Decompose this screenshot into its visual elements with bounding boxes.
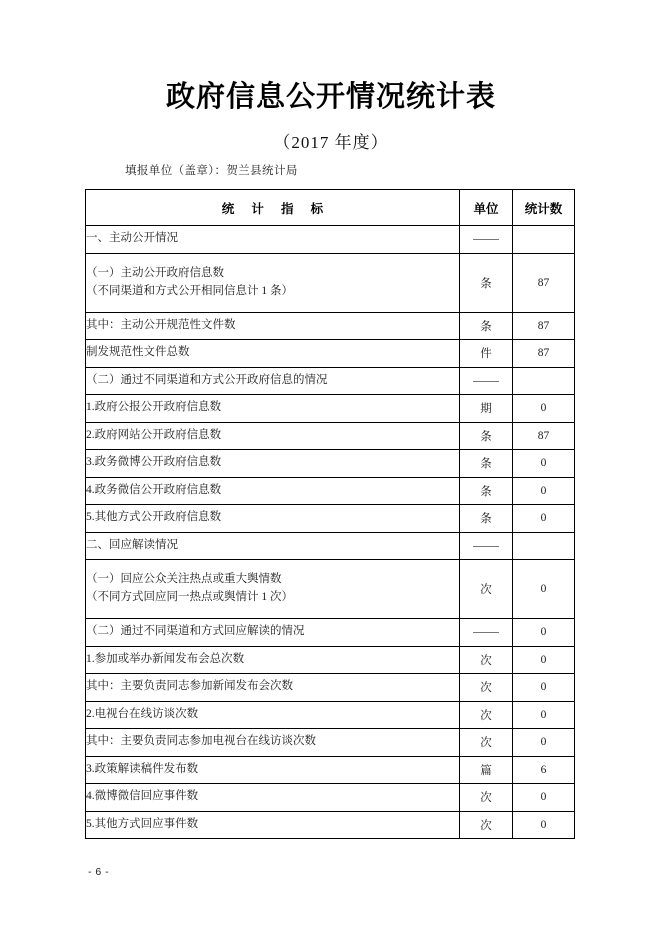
table-row: [86, 646, 575, 674]
row-unit-cell: 篇: [460, 756, 513, 784]
row-value-cell: 0: [513, 505, 575, 533]
row-value-cell: 0: [513, 729, 575, 757]
table-row: [86, 560, 575, 619]
table-row: [86, 532, 575, 560]
row-indicator-line: 1.政府公报公开政府信息数: [86, 401, 222, 414]
row-indicator-label: [86, 784, 460, 812]
row-indicator-line: 3.政策解读稿件发布数: [86, 762, 199, 775]
table-row: [86, 756, 575, 784]
row-value-cell: 0: [513, 450, 575, 478]
table-row: [86, 340, 575, 368]
row-unit-cell: 条: [460, 505, 513, 533]
row-indicator-label: [86, 674, 460, 702]
table-row: [86, 674, 575, 702]
row-unit-cell: 条: [460, 312, 513, 340]
reporting-unit-line: 填报单位（盖章）：贺兰县统计局: [125, 165, 298, 177]
row-indicator-label: [86, 619, 460, 647]
row-indicator-label: [86, 477, 460, 505]
row-value-cell: 0: [513, 784, 575, 812]
table-body: [86, 226, 575, 839]
row-indicator-line: 4.微博微信回应事件数: [86, 790, 199, 803]
table-row: [86, 226, 575, 254]
row-value-cell: 87: [513, 340, 575, 368]
column-header-unit: 单位: [460, 190, 513, 226]
row-value-cell: 87: [513, 312, 575, 340]
row-indicator-line: （二）通过不同渠道和方式公开政府信息的情况: [86, 373, 328, 386]
row-indicator-line: 3.政务微博公开政府信息数: [86, 456, 222, 469]
table-row: [86, 811, 575, 839]
row-indicator-label: [86, 811, 460, 839]
row-value-cell: [513, 226, 575, 254]
row-unit-cell: 期: [460, 395, 513, 423]
page-number: - 6 -: [88, 866, 110, 878]
row-indicator-line: （一）主动公开政府信息数: [86, 266, 224, 279]
row-value-cell: 87: [513, 422, 575, 450]
row-indicator-line: 5.其他方式回应事件数: [86, 817, 199, 830]
row-indicator-label: [86, 560, 460, 619]
row-indicator-line: （不同渠道和方式公开相同信息计 1 条）: [86, 284, 293, 297]
row-indicator-label: [86, 367, 460, 395]
statistics-table: [85, 189, 575, 839]
row-indicator-label: [86, 340, 460, 368]
dash-placeholder-icon: [473, 381, 499, 382]
row-unit-cell: [460, 619, 513, 647]
table-row: [86, 505, 575, 533]
row-unit-cell: 次: [460, 560, 513, 619]
column-header-value: 统计数: [513, 190, 575, 226]
row-indicator-line: （不同方式回应同一热点或舆情计 1 次）: [86, 591, 293, 603]
row-indicator-line: 4.政务微信公开政府信息数: [86, 483, 222, 496]
table-row: [86, 312, 575, 340]
row-indicator-label: [86, 756, 460, 784]
row-unit-cell: 次: [460, 646, 513, 674]
row-indicator-line: 其中：主要负责同志参加电视台在线访谈次数: [86, 735, 316, 748]
row-indicator-label: [86, 505, 460, 533]
row-value-cell: 0: [513, 395, 575, 423]
table-row: [86, 729, 575, 757]
row-indicator-line: 2.电视台在线访谈次数: [86, 707, 199, 720]
row-unit-cell: [460, 532, 513, 560]
row-indicator-line: 5.其他方式公开政府信息数: [86, 511, 222, 524]
dash-placeholder-icon: [473, 546, 499, 547]
row-value-cell: 6: [513, 756, 575, 784]
table-header: [86, 190, 575, 226]
row-value-cell: 0: [513, 477, 575, 505]
row-value-cell: 0: [513, 701, 575, 729]
row-indicator-label: [86, 532, 460, 560]
page-subtitle-year: （2017 年度）: [273, 133, 389, 152]
row-unit-cell: 次: [460, 784, 513, 812]
row-value-cell: 87: [513, 253, 575, 312]
row-unit-cell: 次: [460, 811, 513, 839]
table-row: [86, 701, 575, 729]
row-unit-cell: [460, 367, 513, 395]
table-header-row: [86, 190, 575, 226]
row-indicator-line: 1.参加或举办新闻发布会总次数: [86, 652, 245, 665]
row-indicator-line: 二、回应解读情况: [86, 538, 178, 551]
row-indicator-label: [86, 226, 460, 254]
row-value-cell: 0: [513, 619, 575, 647]
row-value-cell: 0: [513, 560, 575, 619]
row-indicator-line: 2.政府网站公开政府信息数: [86, 428, 222, 441]
row-unit-cell: [460, 226, 513, 254]
table-row: [86, 450, 575, 478]
dash-placeholder-icon: [473, 239, 499, 240]
row-unit-cell: 条: [460, 477, 513, 505]
row-indicator-line: 一、主动公开情况: [86, 232, 178, 245]
row-indicator-line: （一）回应公众关注热点或重大舆情数: [86, 573, 282, 586]
table-row: [86, 367, 575, 395]
row-unit-cell: 次: [460, 701, 513, 729]
row-indicator-line: 制发规范性文件总数: [86, 346, 190, 359]
row-indicator-label: [86, 701, 460, 729]
row-indicator-label: [86, 422, 460, 450]
row-indicator-label: [86, 729, 460, 757]
row-value-cell: 0: [513, 646, 575, 674]
row-indicator-label: [86, 646, 460, 674]
row-value-cell: [513, 532, 575, 560]
row-unit-cell: 次: [460, 729, 513, 757]
column-header-indicator: 统 计 指 标: [86, 190, 460, 226]
row-indicator-label: [86, 395, 460, 423]
row-unit-cell: 条: [460, 253, 513, 312]
row-unit-cell: 条: [460, 450, 513, 478]
row-indicator-line: 其中：主要负责同志参加新闻发布会次数: [86, 680, 293, 693]
table-row: [86, 619, 575, 647]
table-row: [86, 395, 575, 423]
row-value-cell: 0: [513, 674, 575, 702]
dash-placeholder-icon: [473, 632, 499, 633]
row-indicator-label: [86, 312, 460, 340]
table-row: [86, 422, 575, 450]
row-value-cell: 0: [513, 811, 575, 839]
row-indicator-line: 其中：主动公开规范性文件数: [86, 318, 236, 331]
row-indicator-label: [86, 253, 460, 312]
row-unit-cell: 次: [460, 674, 513, 702]
row-unit-cell: 条: [460, 422, 513, 450]
row-unit-cell: 件: [460, 340, 513, 368]
table-row: [86, 784, 575, 812]
page-title: 政府信息公开情况统计表: [165, 81, 496, 113]
row-indicator-label: [86, 450, 460, 478]
table-row: [86, 253, 575, 312]
table-row: [86, 477, 575, 505]
row-indicator-line: （二）通过不同渠道和方式回应解读的情况: [86, 625, 305, 638]
row-value-cell: [513, 367, 575, 395]
